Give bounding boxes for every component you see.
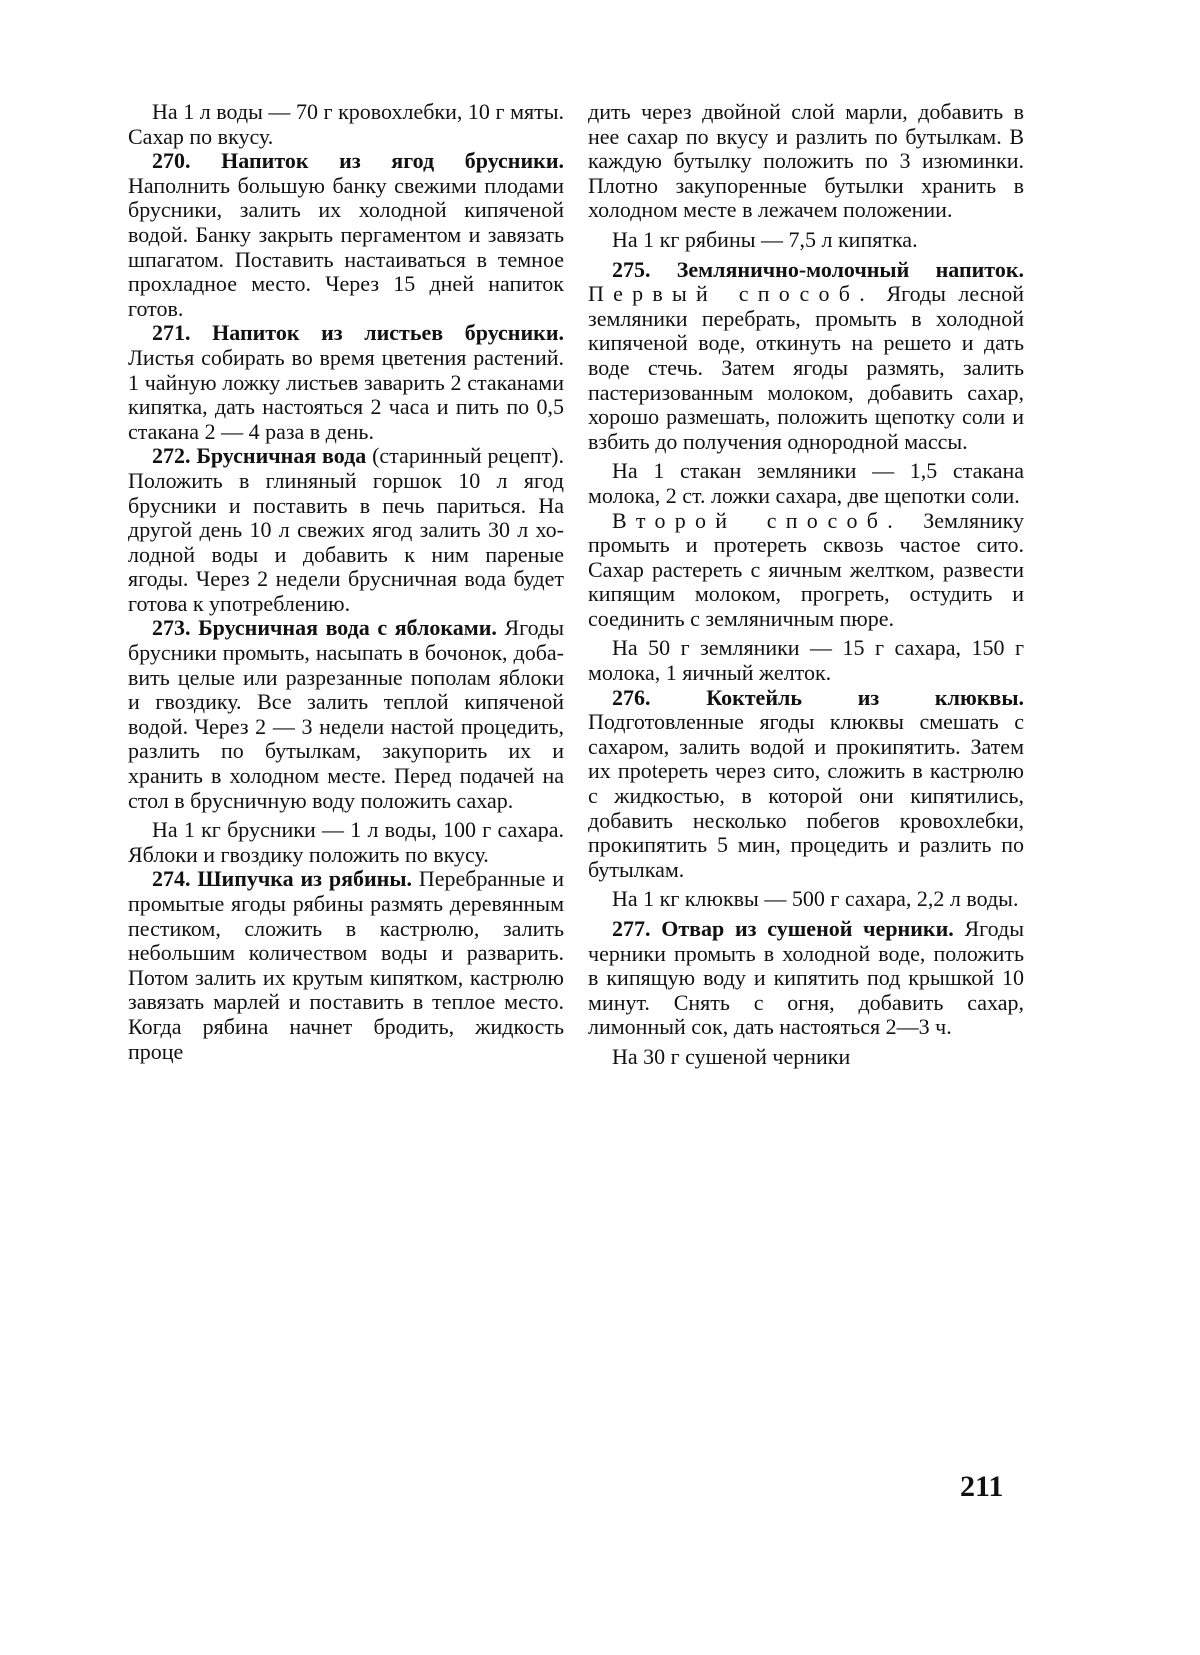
recipe-270 <box>128 149 564 321</box>
right-column <box>588 100 1024 1070</box>
recipe-text: Землянику промыть и протереть сквозь частое сито. Сахар растереть с яичным желтком, развести кипящим молоком, прогреть, остудить и соединить с земляничным пюре. <box>588 507 1024 631</box>
recipe-title: Брусничная вода <box>196 443 367 469</box>
recipe-number: 274. <box>152 866 191 892</box>
recipe-number: 273. <box>152 615 191 641</box>
recipe-275-quantities-2: На 50 г земляники — 15 г сахара, 150 г молока, 1 яичный желток. <box>588 635 1024 686</box>
recipe-title: Брусничная вода с яблоками. <box>198 615 497 641</box>
recipe-number: 270. <box>152 148 191 174</box>
recipe-text: Ягоды черники промыть в холодной воде, положить в кипящую воду и кипятить под крышкой 10 минут. Снять с огня, добавить сахар, лимонный сок, дать настояться 2—3 ч. <box>588 916 1024 1040</box>
recipe-277 <box>588 917 1024 1040</box>
recipe-269-quantities: На 1 л воды — 70 г кровохлебки, 10 г мяты. Сахар по вкусу. <box>128 99 564 149</box>
recipe-number: 271. <box>152 320 191 346</box>
recipe-title: Землянично-молочный напиток. <box>676 256 1024 282</box>
recipe-275 <box>588 258 1024 455</box>
method-label: Второй способ. <box>612 507 902 533</box>
recipe-272 <box>128 444 564 616</box>
left-column <box>128 100 564 1064</box>
recipe-title: Напиток из листьев брусники. <box>212 320 564 346</box>
recipe-275-method-2 <box>588 509 1024 632</box>
recipe-title: Напиток из ягод брусники. <box>221 148 564 174</box>
recipe-text: Перебранные и промытые ягоды рябины размять деревянным пестиком, сложить в кастрюлю, залить небольшим количеством воды и разварить. Потом залить их крутым кипятком, кастрюлю завязать марлей и поставить в теплое место. Когда рябина начнет бродить, жидкость проце <box>128 866 564 1064</box>
recipe-274-continued: дить через двойной слой марли, добавить в нее сахар по вкусу и разлить по бутылкам. В каждую бутылку положить по 3 изюминки. Плотно закупоренные бутылки хранить в холодном месте в лежачем положении. <box>588 99 1024 223</box>
recipe-number: 276. <box>612 684 651 710</box>
recipe-text: Подготовленные ягоды клюквы смешать с сахаром, залить водой и прокипятить. Затем их прoteреть через сито, сложить в кастрюлю с жидкостью, в которой они кипятились, добавить несколько побегов кровохлебки, прокипятить 5 мин, процедить и разлить по бутылкам. <box>588 709 1024 882</box>
recipe-273 <box>128 616 564 813</box>
recipe-277-quantities: На 30 г сушеной черники <box>612 1043 851 1069</box>
recipe-274-quantities: На 1 кг рябины — 7,5 л кипятка. <box>612 226 918 252</box>
recipe-text: (старинный рецепт). Положить в глиняный горшок 10 л ягод брусники и поставить в печь париться. На другой день 10 л свежих ягод залить 30 л холодной воды и добавить к ним пареные ягоды. Через 2 недели брусничная вода будет готова к употреблению. <box>128 443 565 616</box>
recipe-276 <box>588 686 1024 883</box>
recipe-276-quantities: На 1 кг клюквы — 500 г сахара, 2,2 л воды. <box>612 886 1019 912</box>
page-number: 211 <box>960 1470 1004 1503</box>
recipe-271 <box>128 321 564 444</box>
recipe-number: 277. <box>612 916 651 941</box>
recipe-text: Листья собирать во время цветения растений. 1 чайную ложку листьев заварить 2 стаканами кипятка, дать настояться 2 часа и пить по 0,5 стакана 2 — 4 раза в день. <box>128 344 564 444</box>
recipe-title: Коктейль из клюквы. <box>706 684 1024 710</box>
recipe-274 <box>128 867 564 1064</box>
recipe-text: Ягоды лесной земляники перебрать, промыть в холодной кипяченой воде, откинуть на решето и дать воде стечь. Затем ягоды размять, залить пастеризованным молоком, добавить сахар, хорошо размешать, положить щепотку соли и взбить до получения однородной массы. <box>588 281 1024 454</box>
recipe-text: Наполнить большую банку свежими плодами брусники, залить их холодной кипяченой водой. Банку закрыть пергаментом и завязать шпагатом. Поставить настаиваться в темное прохладное место. Через 15 дней напиток готов. <box>128 172 564 321</box>
method-label: Первый способ. <box>588 281 874 307</box>
recipe-number: 275. <box>612 256 651 282</box>
recipe-title: Отвар из сушеной черники. <box>661 916 954 941</box>
recipe-number: 272. <box>152 443 191 469</box>
recipe-273-quantities: На 1 кг брусники — 1 л воды, 100 г сахара. Яблоки и гвоздику положить по вкусу. <box>128 817 564 867</box>
recipe-text: Ягоды брусники промыть, насыпать в бочонок, добавить целые или разрезанные пополам яблоки и гвоздику. Все залить теплой кипяченой водой. Через 2 — 3 недели настой процедить, разлить по бутылкам, закупорить их и хранить в холодном месте. Перед подачей на стол в брусничную воду положить сахар. <box>128 615 564 813</box>
recipe-title: Шипучка из рябины. <box>197 866 413 892</box>
recipe-275-quantities-1: На 1 стакан земляники — 1,5 стакана молока, 2 ст. ложки сахара, две щепотки соли. <box>588 458 1024 508</box>
